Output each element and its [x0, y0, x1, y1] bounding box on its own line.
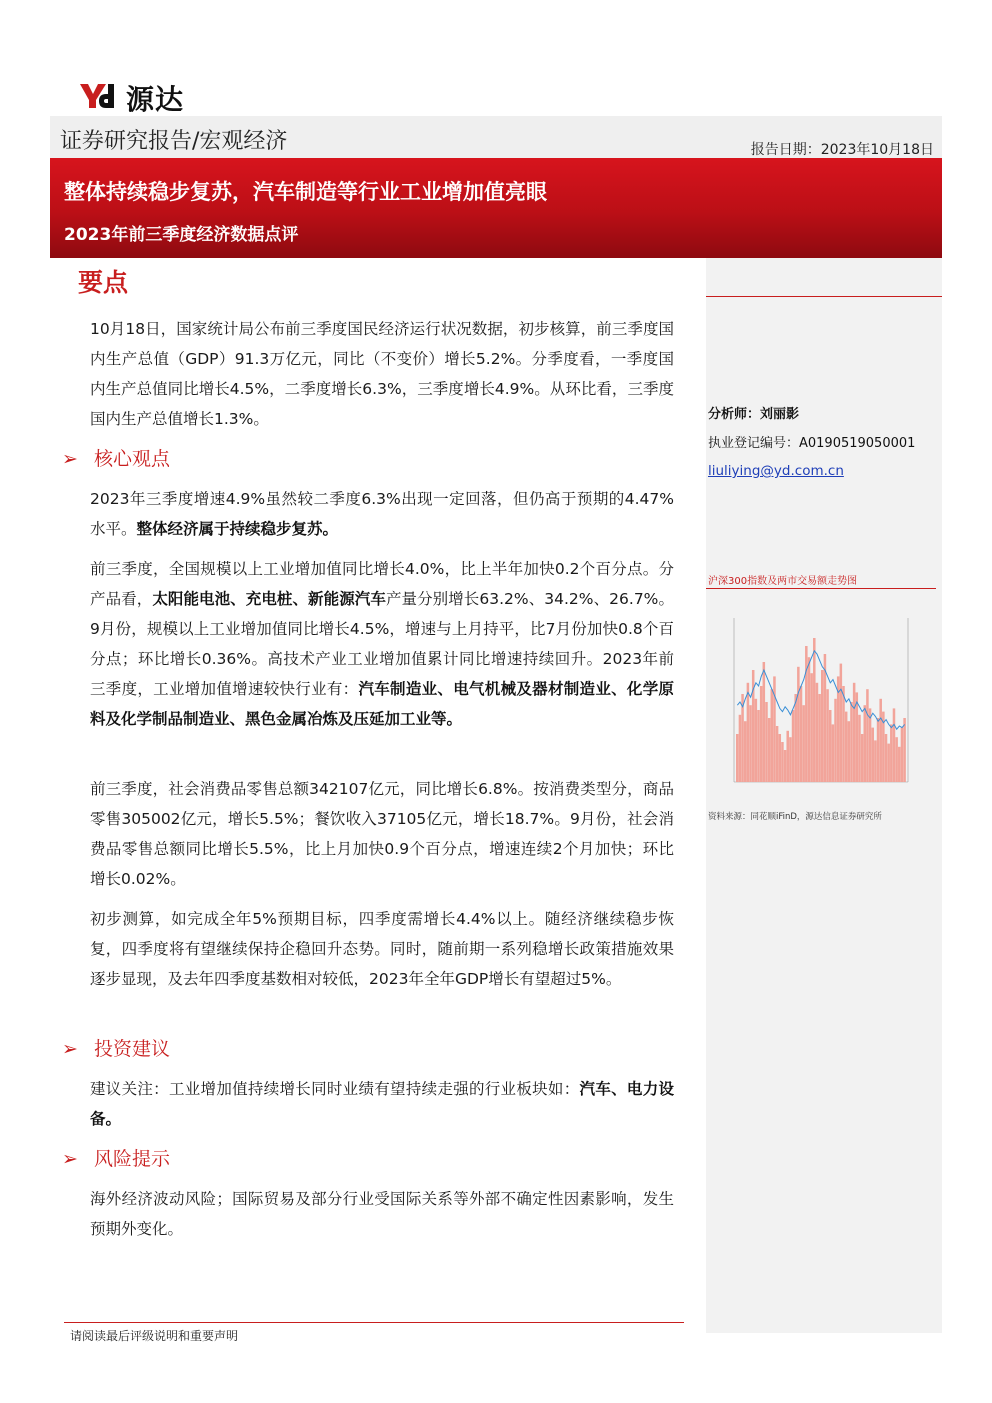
- chart-source: 资料来源：同花顺iFinD，源达信息证券研究所: [708, 812, 882, 822]
- core-heading: [62, 444, 170, 471]
- volume-bar: [842, 686, 845, 782]
- core-heading-label: 核心观点: [94, 448, 171, 470]
- volume-bar: [792, 710, 795, 782]
- core-paragraph-2: [90, 554, 674, 734]
- volume-bar: [901, 728, 904, 782]
- volume-bar: [776, 726, 779, 782]
- volume-bar: [834, 699, 837, 782]
- summary-intro: 10月18日，国家统计局公布前三季度国民经济运行状况数据，初步核算，前三季度国内生产总值（GDP）91.3万亿元，同比（不变价）增长5.2%。分季度看，一季度国内生产总值同比增长4.5%，二季度增长6.3%，三季度增长4.9%。从环比看，三季度国内生产总值增长1.3%。: [90, 320, 674, 428]
- footer-disclaimer: 请阅读最后评级说明和重要声明: [70, 1329, 239, 1343]
- volume-bar: [853, 683, 856, 782]
- volume-bar: [813, 638, 816, 782]
- volume-bar: [874, 740, 877, 782]
- bullet-arrow-icon: ➢: [62, 1038, 78, 1060]
- chart-title-divider: [706, 588, 936, 589]
- report-subtitle: 2023年前三季度经济数据点评: [64, 225, 299, 245]
- analyst-name: 分析师：刘丽影: [708, 407, 800, 422]
- volume-bar: [768, 718, 771, 782]
- volume-bar: [808, 657, 811, 782]
- volume-bar: [794, 694, 797, 782]
- volume-bar: [744, 721, 747, 782]
- volume-bar: [858, 715, 861, 782]
- core-paragraph-4: 初步测算，如完成全年5%预期目标，四季度需增长4.4%以上。随经济继续稳步恢复，四季度将有望继续保持企稳回升态势。同时，随前期一系列稳增长政策措施效果逐步显现，及去年四季度基数相对较低，2023年全年GDP增长有望超过5%。: [90, 910, 674, 988]
- volume-bar: [802, 705, 805, 782]
- volume-bar: [749, 705, 752, 782]
- core-paragraph-1: [90, 484, 674, 544]
- volume-bar: [779, 734, 782, 782]
- volume-bar: [890, 724, 893, 782]
- volume-bar: [800, 686, 803, 782]
- summary-heading: 要点: [78, 268, 129, 297]
- volume-bar: [871, 728, 874, 782]
- core-p1-text: 2023年三季度增速4.9%虽然较二季度6.3%出现一定回落，但仍高于预期的4.47%水平。: [90, 490, 674, 538]
- volume-bar: [893, 708, 896, 782]
- volume-bar: [781, 742, 784, 782]
- volume-bar: [829, 710, 832, 782]
- volume-bar: [903, 718, 906, 782]
- bullet-arrow-icon: ➢: [62, 448, 78, 470]
- volume-bar: [845, 712, 848, 782]
- volume-bar: [810, 673, 813, 782]
- report-type: 证券研究报告/宏观经济: [60, 129, 288, 154]
- volume-bar: [850, 702, 853, 782]
- risk-heading-label: 风险提示: [94, 1148, 171, 1170]
- volume-bar: [786, 731, 789, 782]
- analyst-email-link[interactable]: liuliying@yd.com.cn: [708, 463, 844, 479]
- volume-bar: [832, 724, 835, 782]
- volume-bar: [887, 744, 890, 782]
- volume-bar: [895, 737, 898, 782]
- volume-bar: [747, 683, 750, 782]
- volume-bar: [805, 646, 808, 782]
- invest-text: 建议关注：工业增加值持续增长同时业绩有望持续走强的行业板块如：: [90, 1080, 580, 1098]
- volume-bar: [869, 708, 872, 782]
- volume-bar: [877, 718, 880, 782]
- volume-bar: [821, 670, 824, 782]
- volume-bar: [755, 699, 758, 782]
- report-title: 整体持续稳步复苏，汽车制造等行业工业增加值亮眼: [64, 180, 547, 204]
- sidebar-divider: [706, 296, 942, 297]
- volume-bar: [797, 667, 800, 782]
- volume-bar: [784, 750, 787, 782]
- volume-bar: [757, 710, 760, 782]
- volume-bar: [760, 686, 763, 782]
- volume-bar: [816, 683, 819, 782]
- volume-bar: [879, 699, 882, 782]
- risk-heading: [62, 1144, 170, 1171]
- invest-heading-label: 投资建议: [94, 1038, 171, 1060]
- core-p1-emphasis: 整体经济属于持续稳步复苏。: [136, 520, 339, 538]
- chart-title: 沪深300指数及两市交易额走势图: [708, 576, 858, 587]
- volume-bar: [739, 715, 742, 782]
- core-p2-text-c: 产量分别增长63.2%、34.2%、26.7%。9月份，规模以上工业增加值同比增长4.5%，增速与上月持平，比7月份加快0.8个百分点；环比增长0.36%。高技术产业工业增加值累计同比增速持续回升。2023年前三季度，工业增加值增速较快行业有：: [90, 590, 674, 698]
- core-paragraph-3: 前三季度，社会消费品零售总额342107亿元，同比增长6.8%。按消费类型分，商品零售305002亿元，增长5.5%；餐饮收入37105亿元，增长18.7%。9月份，社会消费品零售总额同比增长5.5%，比上月加快0.9个百分点，增速连续2个月加快；环比增长0.02%。: [90, 780, 674, 888]
- volume-bar: [840, 664, 843, 782]
- volume-bar: [818, 694, 821, 782]
- volume-bar: [848, 721, 851, 782]
- brand-name: 源达: [126, 83, 185, 116]
- yd-logo-icon: [78, 80, 124, 110]
- invest-sectors: 汽车、电力设备。: [90, 1080, 674, 1128]
- volume-bar: [898, 747, 901, 782]
- volume-bar: [765, 702, 768, 782]
- core-p2-products: 太阳能电池、充电桩、新能源汽车: [152, 590, 386, 608]
- report-date: 报告日期：2023年10月18日: [750, 142, 934, 158]
- volume-bar: [861, 734, 864, 782]
- market-chart: [712, 612, 930, 796]
- volume-bar: [866, 689, 869, 782]
- volume-bar: [763, 662, 766, 782]
- volume-bar: [864, 705, 867, 782]
- analyst-registration: 执业登记编号：A0190519050001: [708, 436, 916, 451]
- volume-bar: [885, 734, 888, 782]
- invest-paragraph: [90, 1074, 674, 1134]
- risk-paragraph: 海外经济波动风险；国际贸易及部分行业受国际关系等外部不确定性因素影响，发生预期外变化。: [90, 1190, 674, 1238]
- core-p2-text-a: 前三季度，全国规模以上工业增加值同比增长4.0%，比上半年加快0.2个百分点。分产品看，: [90, 560, 674, 608]
- volume-bar: [771, 689, 774, 782]
- volume-bar: [826, 689, 829, 782]
- footer-divider: [64, 1322, 684, 1323]
- bullet-arrow-icon: ➢: [62, 1148, 78, 1170]
- core-p2-industries: 汽车制造业、电气机械及器材制造业、化学原料及化学制品制造业、黑色金属冶炼及压延加工业等。: [90, 680, 674, 728]
- volume-bar: [789, 737, 792, 782]
- volume-bar: [856, 692, 859, 782]
- invest-heading: [62, 1034, 170, 1061]
- volume-bar: [736, 734, 739, 782]
